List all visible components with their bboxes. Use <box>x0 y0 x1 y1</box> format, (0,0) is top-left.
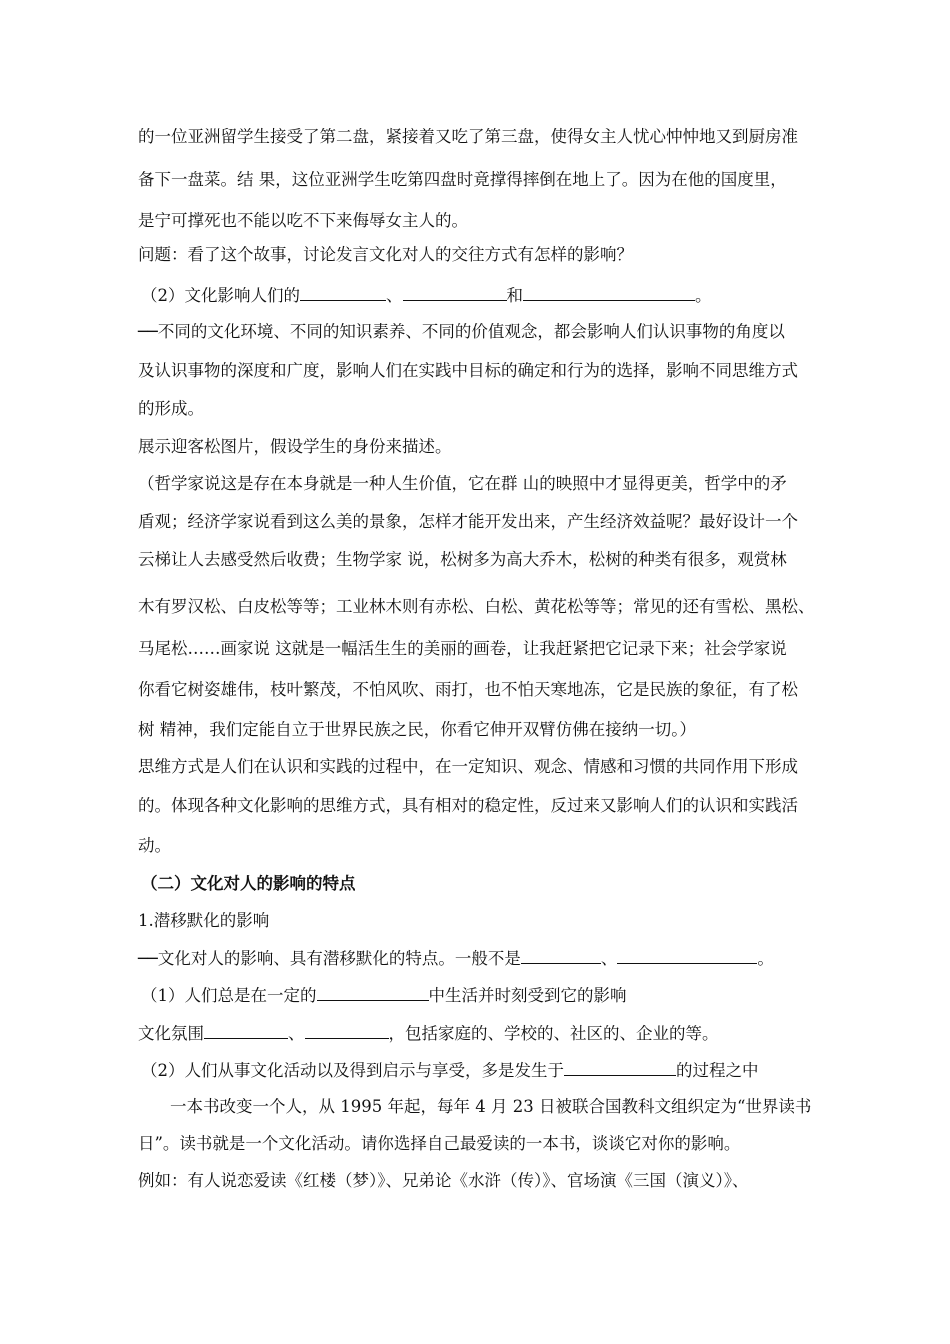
answer-blank[interactable] <box>403 285 507 301</box>
text-line: 的形成。 <box>138 399 204 418</box>
answer-blank[interactable] <box>317 985 429 1001</box>
section-heading: （二）文化对人的影响的特点 <box>141 874 356 893</box>
text-line: 盾观；经济学家说看到这么美的景象，怎样才能开发出来，产生经济效益呢？最好设计一个 <box>138 512 798 531</box>
text-line: 展示迎客松图片，假设学生的身份来描述。 <box>138 437 452 456</box>
fill-in-line <box>141 285 712 306</box>
text-segment: 中生活并时刻受到它的影响 <box>428 986 627 1005</box>
text-segment: （1）人们总是在一定的 <box>141 986 317 1005</box>
text-line: 是宁可撑死也不能以吃不下来侮辱女主人的。 <box>138 211 468 230</box>
text-segment: 。 <box>757 949 774 968</box>
text-segment: （2）文化影响人们的 <box>141 286 300 305</box>
text-line: 思维方式是人们在认识和实践的过程中，在一定知识、观念、情感和习惯的共同作用下形成 <box>138 757 798 776</box>
text-line: 备下一盘菜。结 果，这位亚洲学生吃第四盘时竟撑得摔倒在地上了。因为在他的国度里， <box>138 170 787 189</box>
text-line: （哲学家说这是存在本身就是一种人生价值，它在群 山的映照中才显得更美，哲学中的矛 <box>138 474 787 493</box>
text-line: 例如：有人说恋爱读《红楼（梦）》、兄弟论《水浒（传）》、官场演《三国（演义）》、 <box>138 1171 749 1190</box>
text-line: 的一位亚洲留学生接受了第二盘，紧接着又吃了第三盘，使得女主人忧心忡忡地又到厨房准 <box>138 127 798 146</box>
text-segment: 、 <box>386 286 403 305</box>
text-line: 马尾松……画家说 这就是一幅活生生的美丽的画卷，让我赶紧把它记录下来；社会学家说 <box>138 639 787 658</box>
text-line: 云梯让人去感受然后收费；生物学家 说，松树多为高大乔木，松树的种类有很多，观赏林 <box>138 550 787 569</box>
text-segment: 、 <box>600 949 618 968</box>
text-line: 及认识事物的深度和广度，影响人们在实践中目标的确定和行为的选择，影响不同思维方式 <box>138 361 798 380</box>
text-segment: 。 <box>695 286 712 305</box>
text-line: ──不同的文化环境、不同的知识素养、不同的价值观念，都会影响人们认识事物的角度以 <box>138 322 785 341</box>
question-line: 问题：看了这个故事，讨论发言文化对人的交往方式有怎样的影响？ <box>138 245 633 264</box>
text-segment: ，包括家庭的、学校的、社区的、企业的等。 <box>388 1024 719 1043</box>
text-line: 你看它树姿雄伟，枝叶繁茂，不怕风吹、雨打，也不怕天寒地冻，它是民族的象征，有了松 <box>138 680 798 699</box>
answer-blank[interactable] <box>204 1023 288 1039</box>
text-line: 的。体现各种文化影响的思维方式，具有相对的稳定性，反过来又影响人们的认识和实践活 <box>138 796 798 815</box>
answer-blank[interactable] <box>521 948 601 964</box>
subheading: 1.潜移默化的影响 <box>138 911 270 930</box>
fill-in-line <box>141 985 627 1006</box>
text-line: 木有罗汉松、白皮松等等；工业林木则有赤松、白松、黄花松等等；常见的还有雪松、黑松、 <box>138 597 815 616</box>
answer-blank[interactable] <box>523 285 695 301</box>
text-line: 日”。读书就是一个文化活动。请你选择自己最爱读的一本书，谈谈它对你的影响。 <box>138 1134 741 1153</box>
fill-in-line <box>141 1060 759 1081</box>
text-line: 动。 <box>138 836 171 855</box>
text-line: 一本书改变一个人，从 1995 年起，每年 4 月 23 日被联合国教科文组织定为“世界读书 <box>170 1097 812 1116</box>
text-segment: ──文化对人的影响、具有潜移默化的特点。一般不是 <box>138 949 521 968</box>
text-segment: （2）人们从事文化活动以及得到启示与享受，多是发生于 <box>141 1061 564 1080</box>
text-segment: 文化氛围 <box>138 1024 204 1043</box>
fill-in-line <box>138 1023 719 1044</box>
fill-in-line <box>138 948 774 969</box>
text-segment: 的过程之中 <box>676 1061 759 1080</box>
answer-blank[interactable] <box>305 1023 389 1039</box>
answer-blank[interactable] <box>300 285 386 301</box>
text-segment: 和 <box>506 286 523 305</box>
answer-blank[interactable] <box>617 948 757 964</box>
answer-blank[interactable] <box>564 1060 676 1076</box>
text-segment: 、 <box>288 1024 305 1043</box>
text-line: 树 精神，我们定能自立于世界民族之民，你看它伸开双臂仿佛在接纳一切。） <box>138 720 696 739</box>
